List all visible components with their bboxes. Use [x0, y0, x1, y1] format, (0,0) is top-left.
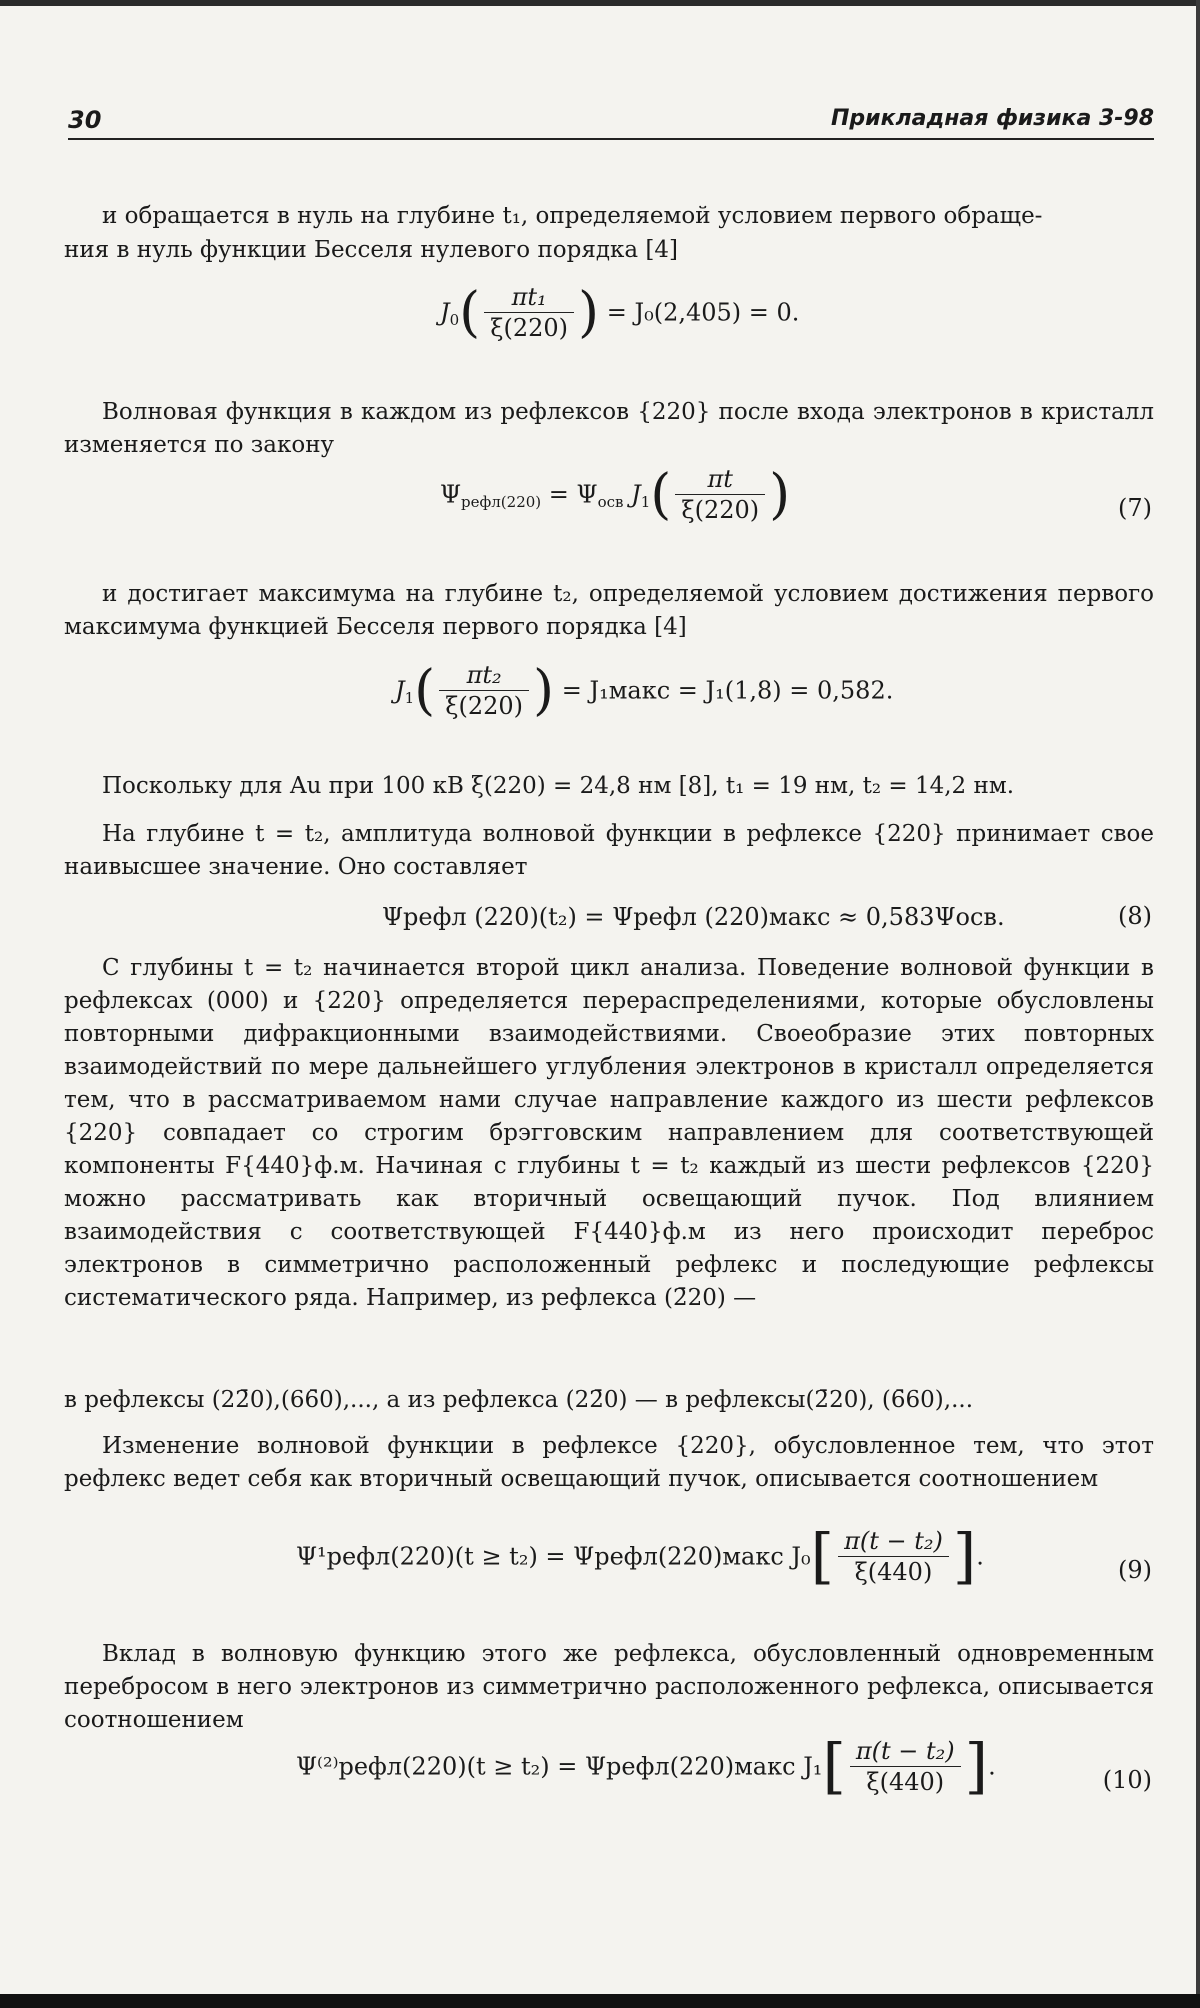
paragraph-4: Поскольку для Au при 100 кВ ξ(220) = 24,8 нм [8], t₁ = 19 нм, t₂ = 14,2 нм.	[102, 773, 1015, 799]
paragraph-1-line-2: ния в нуль функции Бесселя нулевого порядка [4]	[64, 237, 679, 263]
journal-title: Прикладная физика 3-98	[831, 106, 1154, 131]
running-header	[68, 104, 1154, 140]
paragraph-3: и достигает максимума на глубине t₂, определяемой условием достижения первого максимума функцией Бесселя первого порядка [4]	[64, 581, 1154, 640]
equation-7-label: (7)	[1118, 494, 1152, 522]
equation-8: Ψрефл (220)(t₂) = Ψрефл (220)макс ≈ 0,583Ψосв.	[382, 903, 1005, 931]
paragraph-2: Волновая функция в каждом из рефлексов {220} после входа электронов в кристалл изменяется по закону	[64, 399, 1154, 458]
scan-edge-top	[0, 0, 1200, 6]
equation-bessel-zero: $J_0$( $\frac{\text{πt₁}}{\xi(220)}$ ) = J₀(2,405) = 0.	[440, 280, 800, 344]
paragraph-6: С глубины t = t₂ начинается второй цикл анализа. Поведение волновой функции в рефлексах (000) и {220} определяется перераспределениями, которые обусловлены повторными дифракционными взаимодействиями. Своеобразие этих повторных взаимодействий по мере дальнейшего углубления электронов в кристалл определяется тем, что в рассматриваемом нами случае направление каждого из шести рефлексов {220} совпадает со строгим брэгговским направлением для соответствующей компоненты F{440}ф.м. Начиная с глубины t = t₂ каждый из шести рефлексов {220} можно рассматривать как вторичный освещающий пучок. Под влиянием взаимодействия с соответствующей F{440}ф.м из него происходит переброс электронов в симметрично расположенный рефлекс и последующие рефлексы систематического ряда. Например, из рефлекса (2̄20) —	[64, 955, 1154, 1311]
equation-10: Ψ⁽²⁾рефл(220)(t ≥ t₂) = Ψрефл(220)макс J₁[ $\frac{\text{π(t − t₂)}}{\xi(440)}$ ].	[296, 1731, 996, 1802]
equation-10-label: (10)	[1102, 1766, 1152, 1794]
page-number: 30	[68, 106, 102, 134]
paragraph-1-line-1: и обращается в нуль на глубине t₁, определяемой условием первого обраще-	[102, 203, 1043, 229]
paragraph-6-last-line: в рефлексы (22̄0),(66̄0),..., а из рефлекса (22̄0) — в рефлексы(2̄20), (6̄60),...	[64, 1387, 974, 1413]
scan-edge-bottom	[0, 1994, 1200, 2008]
equation-bessel-max: $J_1$( $\frac{\text{πt₂}}{\xi(220)}$ ) = J₁макс = J₁(1,8) = 0,582.	[395, 658, 894, 722]
scan-edge-right	[1196, 0, 1200, 2008]
equation-9: Ψ¹рефл(220)(t ≥ t₂) = Ψрефл(220)макс J₀[ $\frac{\text{π(t − t₂)}}{\xi(440)}$ ].	[296, 1521, 984, 1592]
paragraph-7: Изменение волновой функции в рефлексе {220}, обусловленное тем, что этот рефлекс ведет себя как вторичный освещающий пучок, описывается соотношением	[64, 1433, 1154, 1492]
equation-9-label: (9)	[1118, 1556, 1152, 1584]
paragraph-8: Вклад в волновую функцию этого же рефлекса, обусловленный одновременным перебросом в него электронов из симметрично расположенного рефлекса, описывается соотношением	[64, 1641, 1154, 1733]
equation-7: $\Psi_{рефл(220)} = \Psi_{осв}$ $J_1$( $\frac{\pi t}{\xi(220)}$ )	[440, 462, 791, 526]
paragraph-5: На глубине t = t₂, амплитуда волновой функции в рефлексе {220} принимает свое наивысшее значение. Оно составляет	[64, 821, 1154, 880]
equation-8-label: (8)	[1118, 902, 1152, 930]
